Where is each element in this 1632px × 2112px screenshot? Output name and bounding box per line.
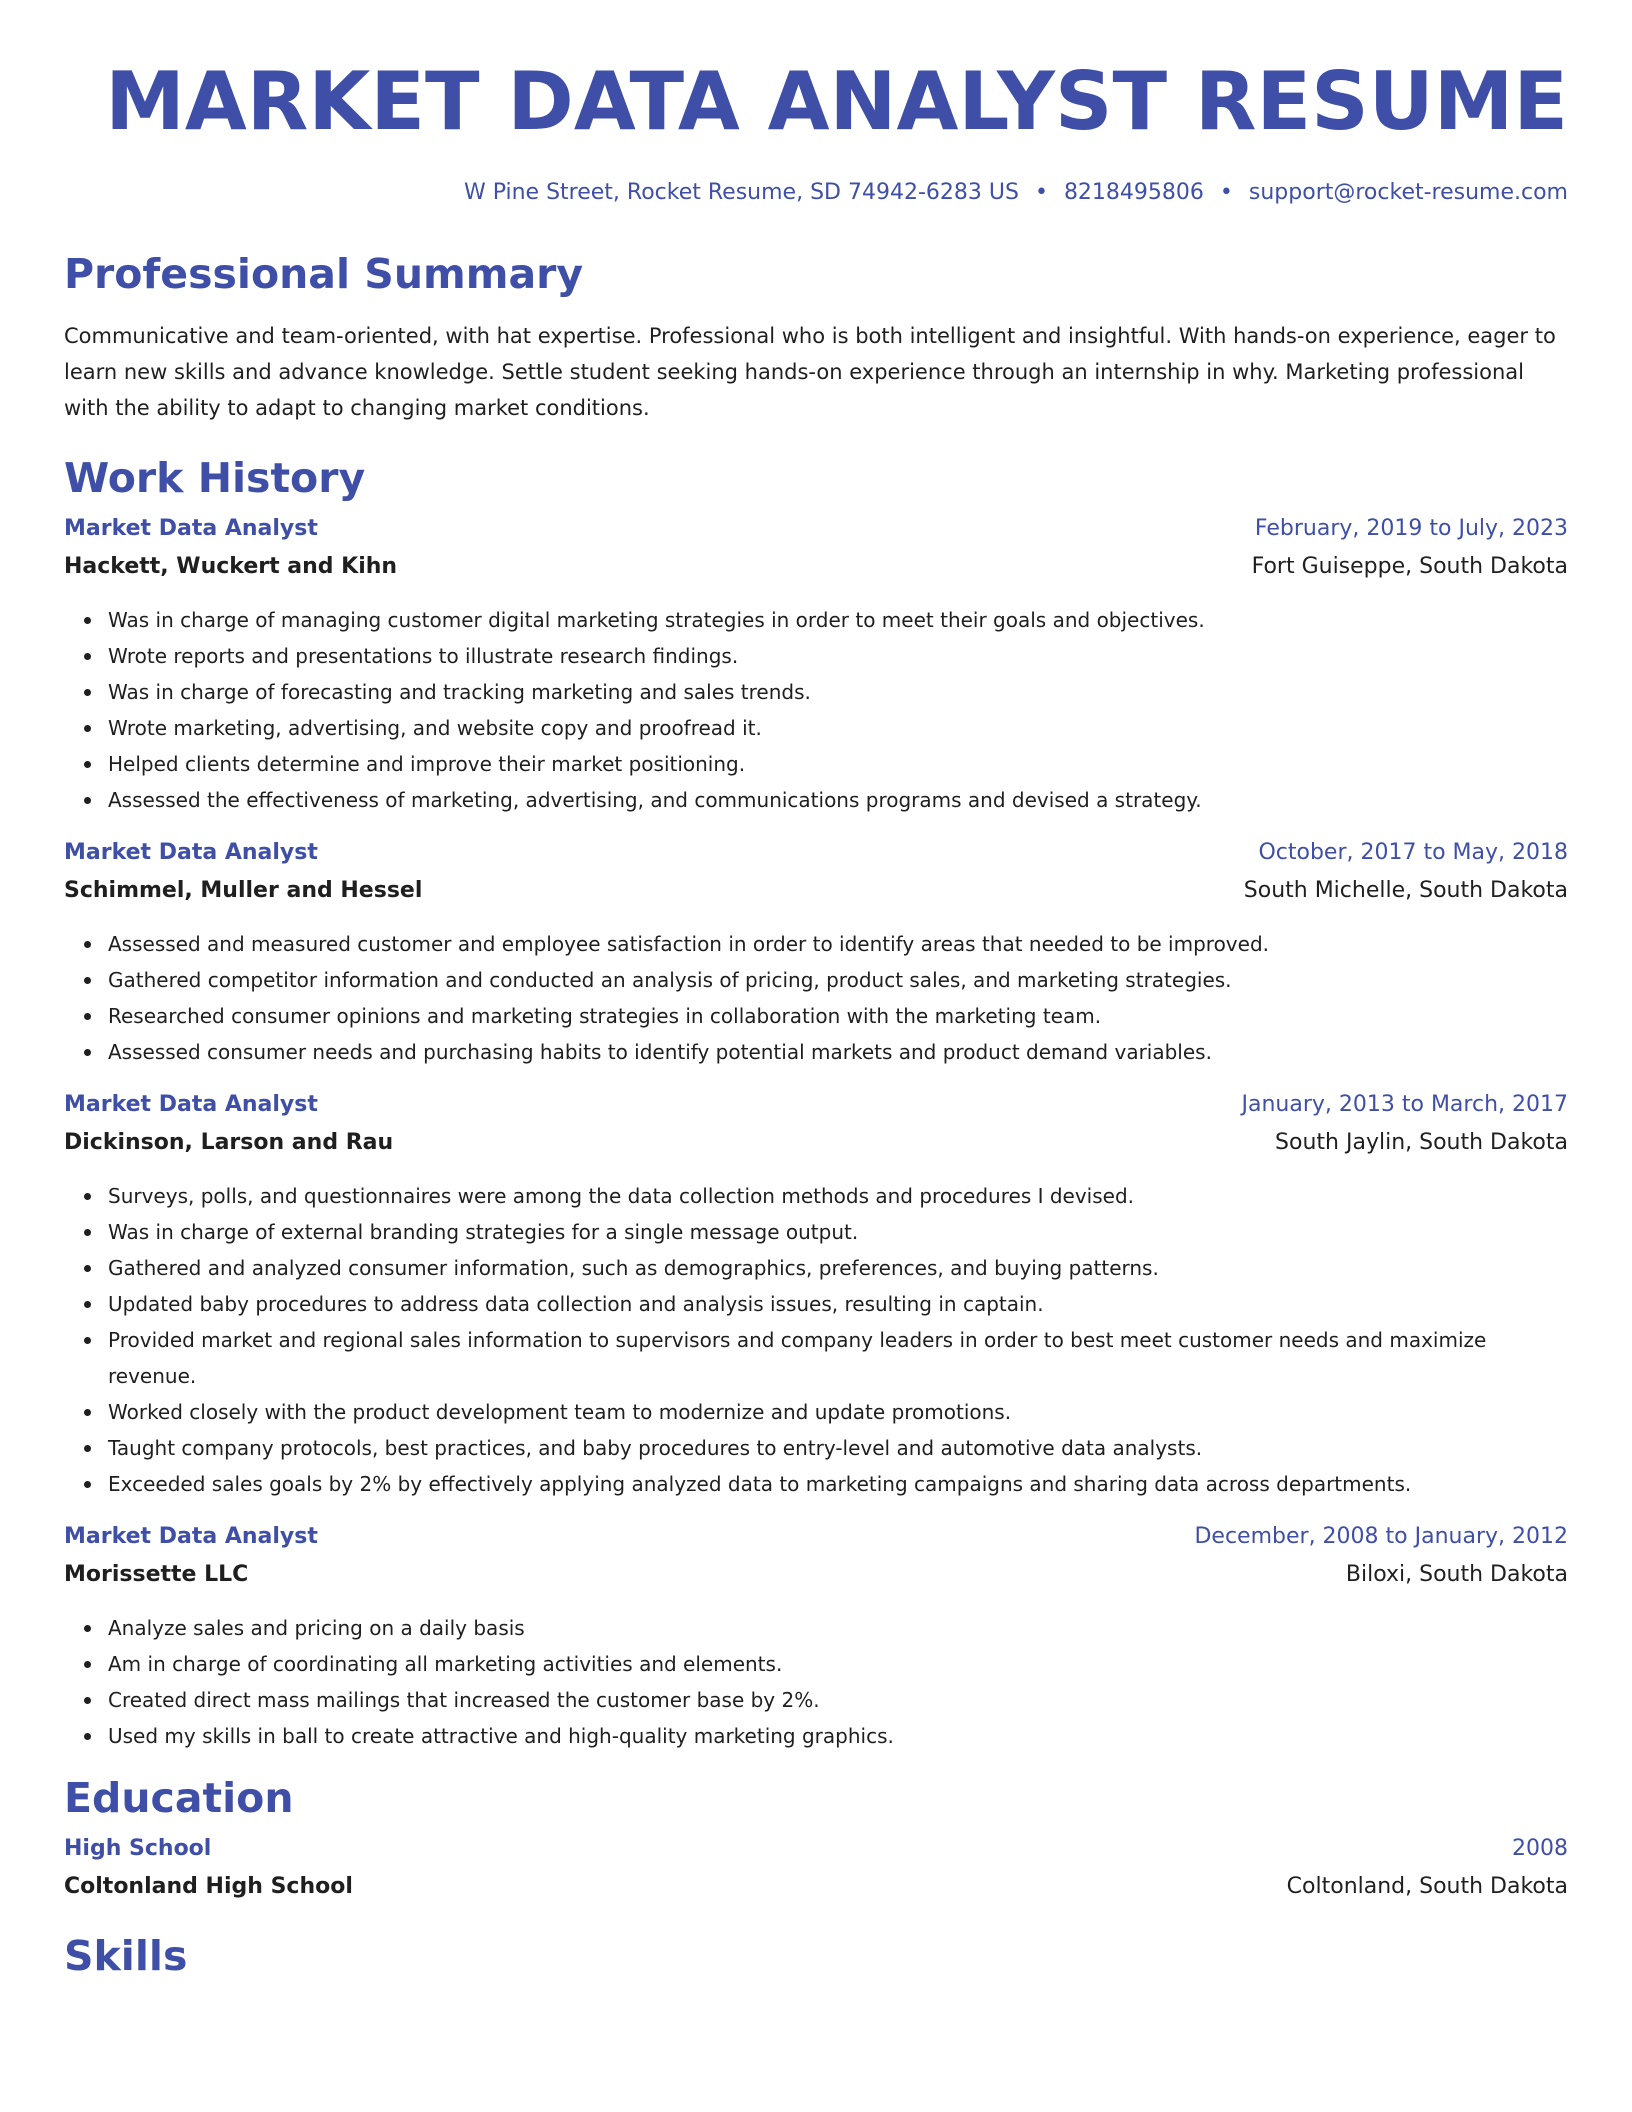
- job-bullets: [64, 1610, 1568, 1754]
- job-location: Fort Guiseppe, South Dakota: [1251, 554, 1568, 579]
- job-dates: February, 2019 to July, 2023: [1254, 516, 1568, 541]
- list-item: Was in charge of managing customer digital marketing strategies in order to meet their goals and objectives.: [108, 602, 1568, 638]
- job-company: Dickinson, Larson and Rau: [64, 1130, 394, 1155]
- work-history-heading: Work History: [64, 454, 366, 502]
- contact-separator: •: [1219, 180, 1233, 205]
- list-item: Provided market and regional sales information to supervisors and company leaders in order to best meet customer needs and maximize revenue.: [108, 1322, 1568, 1394]
- education-heading: Education: [64, 1774, 294, 1822]
- list-item: Wrote reports and presentations to illustrate research findings.: [108, 638, 1568, 674]
- education-school: Coltonland High School: [64, 1874, 353, 1899]
- contact-separator: •: [1034, 180, 1048, 205]
- job-bullets: [64, 1178, 1568, 1502]
- list-item: Wrote marketing, advertising, and website copy and proofread it.: [108, 710, 1568, 746]
- summary-heading: Professional Summary: [64, 250, 584, 298]
- job-entry: [64, 516, 1568, 818]
- job-location: South Jaylin, South Dakota: [1275, 1130, 1568, 1155]
- list-item: Was in charge of external branding strategies for a single message output.: [108, 1214, 1568, 1250]
- list-item: Researched consumer opinions and marketing strategies in collaboration with the marketing team.: [108, 998, 1568, 1034]
- list-item: Worked closely with the product development team to modernize and update promotions.: [108, 1394, 1568, 1430]
- education-year: 2008: [1512, 1836, 1568, 1861]
- list-item: Created direct mass mailings that increased the customer base by 2%.: [108, 1682, 1568, 1718]
- job-company: Morissette LLC: [64, 1562, 249, 1587]
- job-location: Biloxi, South Dakota: [1345, 1562, 1568, 1587]
- list-item: Assessed and measured customer and employee satisfaction in order to identify areas that needed to be improved.: [108, 926, 1568, 962]
- list-item: Gathered and analyzed consumer information, such as demographics, preferences, and buying patterns.: [108, 1250, 1568, 1286]
- job-entry: [64, 1524, 1568, 1754]
- contact-email: support@rocket-resume.com: [1248, 180, 1568, 205]
- list-item: Was in charge of forecasting and tracking marketing and sales trends.: [108, 674, 1568, 710]
- list-item: Assessed the effectiveness of marketing, advertising, and communications programs and devised a strategy.: [108, 782, 1568, 818]
- skills-heading: Skills: [64, 1932, 188, 1980]
- list-item: Gathered competitor information and conducted an analysis of pricing, product sales, and marketing strategies.: [108, 962, 1568, 998]
- job-company: Hackett, Wuckert and Kihn: [64, 554, 398, 579]
- education-degree: High School: [64, 1836, 212, 1861]
- summary-text: Communicative and team-oriented, with hat expertise. Professional who is both intelligent and insightful. With hands-on experience, eager to learn new skills and advance knowledge. Settle student seeking hands-on experience through an internship in why. Marketing professional with the ability to adapt to changing market conditions.: [64, 324, 1556, 420]
- resume-title: MARKET DATA ANALYST RESUME: [105, 55, 1568, 148]
- job-dates: December, 2008 to January, 2012: [1194, 1524, 1568, 1549]
- list-item: Exceeded sales goals by 2% by effectively applying analyzed data to marketing campaigns and sharing data across departments.: [108, 1466, 1568, 1502]
- job-entry: [64, 840, 1568, 1070]
- job-location: South Michelle, South Dakota: [1243, 878, 1568, 903]
- contact-line: [64, 178, 1568, 208]
- work-history-section: [64, 452, 1568, 1754]
- list-item: Surveys, polls, and questionnaires were among the data collection methods and procedures I devised.: [108, 1178, 1568, 1214]
- job-dates: January, 2013 to March, 2017: [1241, 1092, 1568, 1117]
- summary-section: [64, 248, 1568, 426]
- job-company: Schimmel, Muller and Hessel: [64, 878, 423, 903]
- list-item: Updated baby procedures to address data collection and analysis issues, resulting in captain.: [108, 1286, 1568, 1322]
- education-section: [64, 1772, 1568, 1912]
- skills-section: [64, 1930, 1568, 1982]
- job-title: Market Data Analyst: [64, 516, 318, 541]
- list-item: Analyze sales and pricing on a daily basis: [108, 1610, 1568, 1646]
- contact-phone: 8218495806: [1063, 180, 1204, 205]
- job-bullets: [64, 602, 1568, 818]
- list-item: Taught company protocols, best practices, and baby procedures to entry-level and automotive data analysts.: [108, 1430, 1568, 1466]
- contact-address: W Pine Street, Rocket Resume, SD 74942-6283 US: [463, 180, 1019, 205]
- list-item: Used my skills in ball to create attractive and high-quality marketing graphics.: [108, 1718, 1568, 1754]
- job-title: Market Data Analyst: [64, 1524, 318, 1549]
- job-title: Market Data Analyst: [64, 840, 318, 865]
- list-item: Am in charge of coordinating all marketing activities and elements.: [108, 1646, 1568, 1682]
- job-title: Market Data Analyst: [64, 1092, 318, 1117]
- list-item: Assessed consumer needs and purchasing habits to identify potential markets and product demand variables.: [108, 1034, 1568, 1070]
- education-location: Coltonland, South Dakota: [1286, 1874, 1568, 1899]
- job-dates: October, 2017 to May, 2018: [1258, 840, 1568, 865]
- list-item: Helped clients determine and improve their market positioning.: [108, 746, 1568, 782]
- job-bullets: [64, 926, 1568, 1070]
- job-entry: [64, 1092, 1568, 1502]
